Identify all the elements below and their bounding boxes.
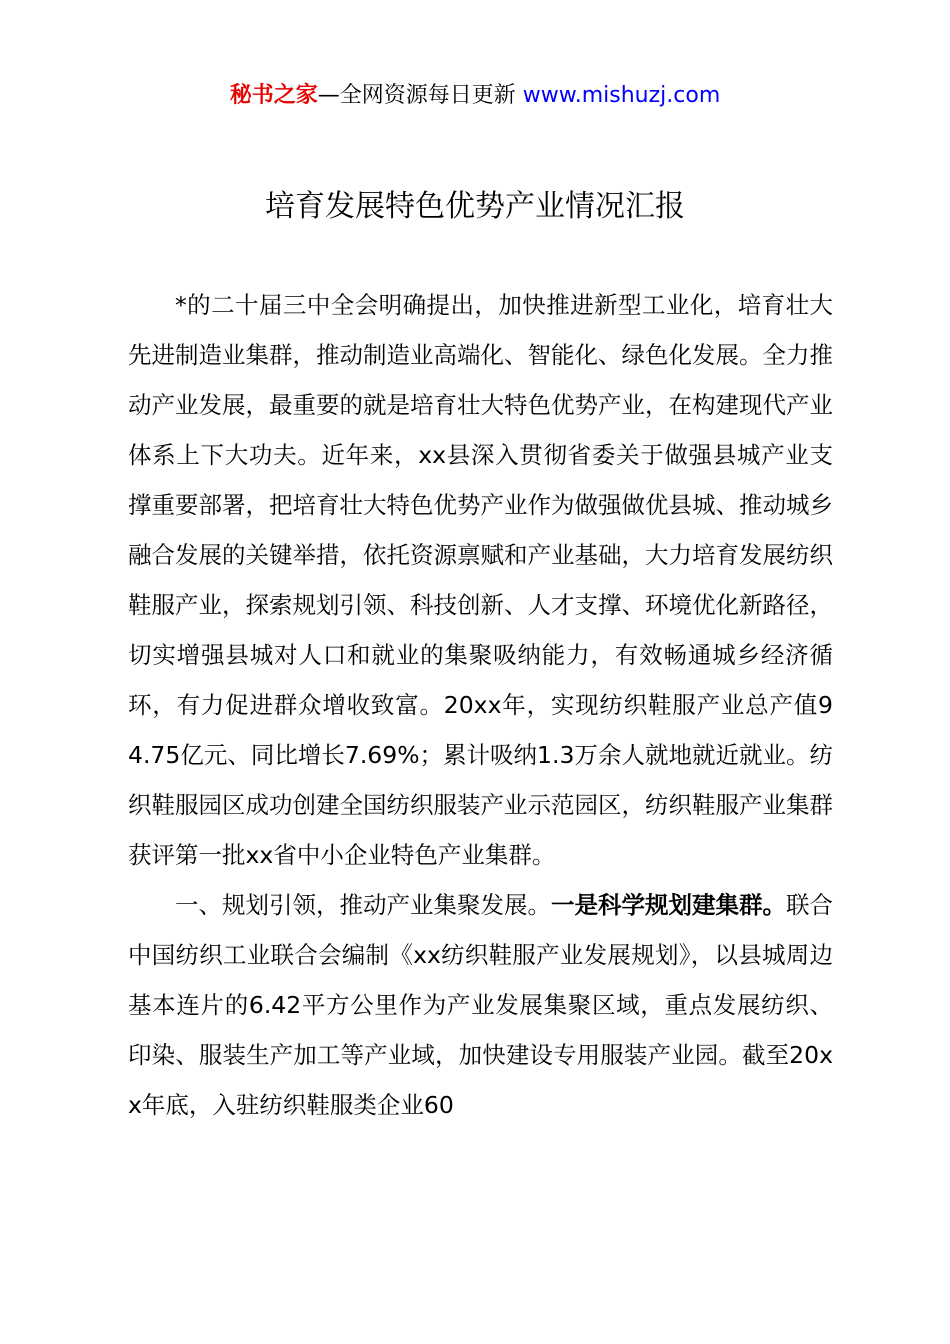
site-header	[0, 80, 950, 112]
site-url-link[interactable]: www.mishuzj.com	[522, 83, 721, 108]
site-brand: 秘书之家	[229, 83, 318, 108]
section-text: 联合中国纺织工业联合会编制《xx纺织鞋服产业发展规划》，以县城周边基本连片的6.42平方公里作为产业发展集聚区域，重点发展纺织、印染、服装生产加工等产业域，加快建设专用服装产业园。截至20xx年底，入驻纺织鞋服类企业60	[128, 891, 833, 1119]
document-body	[128, 280, 833, 1130]
paragraph-intro: *的二十届三中全会明确提出，加快推进新型工业化，培育壮大先进制造业集群，推动制造业高端化、智能化、绿色化发展。全力推动产业发展，最重要的就是培育壮大特色优势产业，在构建现代产业体系上下大功夫。近年来，xx县深入贯彻省委关于做强县城产业支撑重要部署，把培育壮大特色优势产业作为做强做优县城、推动城乡融合发展的关键举措，依托资源禀赋和产业基础，大力培育发展纺织鞋服产业，探索规划引领、科技创新、人才支撑、环境优化新路径，切实增强县城对人口和就业的集聚吸纳能力，有效畅通城乡经济循环，有力促进群众增收致富。20xx年，实现纺织鞋服产业总产值94.75亿元、同比增长7.69%；累计吸纳1.3万余人就地就近就业。纺织鞋服园区成功创建全国纺织服装产业示范园区，纺织鞋服产业集群获评第一批xx省中小企业特色产业集群。	[128, 291, 833, 869]
section-heading: 一、规划引领，推动产业集聚发展。	[175, 891, 551, 919]
site-tagline: —全网资源每日更新	[317, 83, 516, 108]
paragraph-section-one	[128, 880, 833, 1130]
document-title: 培育发展特色优势产业情况汇报	[265, 189, 685, 224]
section-bold-point: 一是科学规划建集群。	[551, 891, 786, 919]
